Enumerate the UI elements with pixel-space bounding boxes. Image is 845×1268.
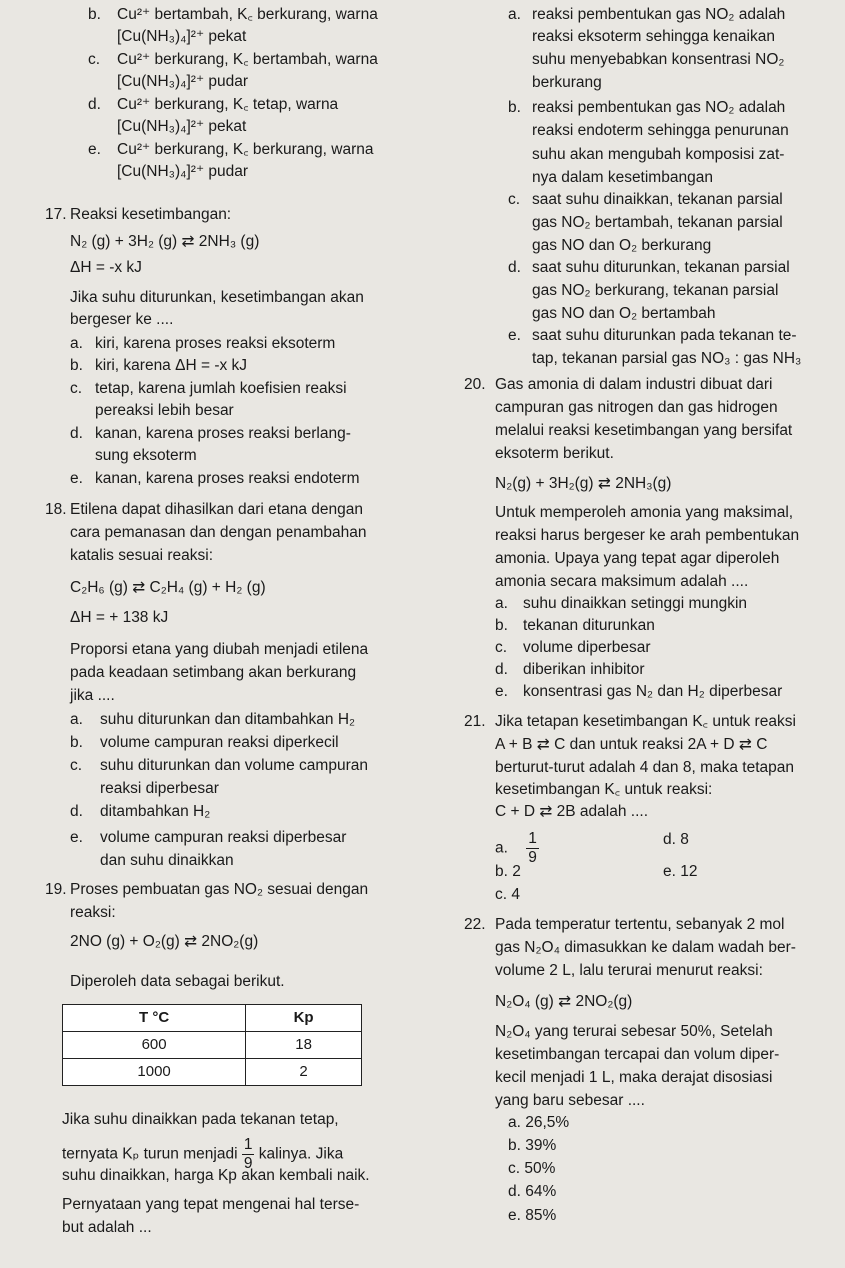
q22-opt-d: d. 64%	[508, 1183, 557, 1200]
q19-opt-e-line2: tap, tekanan parsial gas NO₃ : gas NH₃	[532, 350, 802, 367]
q22-stem-line2: gas N₂O₄ dimasukkan ke dalam wadah ber-	[495, 939, 796, 956]
q19-opt-c-line3: gas NO dan O₂ berkurang	[532, 237, 712, 254]
q20-question-line1: Untuk memperoleh amonia yang maksimal,	[495, 504, 794, 521]
q20-stem-line3: melalui reaksi kesetimbangan yang bersifat	[495, 422, 793, 439]
q22-opt-b: b. 39%	[508, 1137, 557, 1154]
q19-opt-a-line4: berkurang	[532, 74, 602, 91]
kp-table-cell: 1000	[63, 1059, 246, 1086]
q17-question-line1: Jika suhu diturunkan, kesetimbangan akan	[70, 289, 364, 306]
table-row	[63, 1032, 362, 1059]
q19-opt-b-line4: nya dalam kesetimbangan	[532, 169, 713, 186]
q19-opt-a-line2: reaksi eksoterm sehingga kenaikan	[532, 28, 775, 45]
q22-question-line2: kesetimbangan tercapai dan volum diper-	[495, 1046, 780, 1063]
q17-opt-d-line1: kanan, karena proses reaksi berlang-	[95, 425, 351, 442]
q21-stem-line2: A + B ⇄ C dan untuk reaksi 2A + D ⇄ C	[495, 736, 768, 753]
fraction-numerator: 1	[528, 830, 537, 847]
q19-reaction: 2NO (g) + O₂(g) ⇄ 2NO₂(g)	[70, 933, 259, 950]
q18-opt-c-line2: reaksi diperbesar	[100, 780, 219, 797]
q17-opt-d-letter: d.	[70, 425, 83, 442]
q21-opt-c: c. 4	[495, 886, 520, 903]
q18-stem-line3: katalis sesuai reaksi:	[70, 547, 214, 564]
q20-opt-d-letter: d.	[495, 661, 508, 678]
q19-opt-b-line2: reaksi endoterm sehingga penurunan	[532, 122, 789, 139]
q16-opt-d-line1: Cu²⁺ berkurang, K꜀ tetap, warna	[117, 96, 339, 113]
q19-opt-e-letter: e.	[508, 327, 521, 344]
q22-stem-line1: Pada temperatur tertentu, sebanyak 2 mol	[495, 916, 785, 933]
q20-stem-line1: Gas amonia di dalam industri dibuat dari	[495, 376, 773, 393]
q18-opt-e-line1: volume campuran reaksi diperbesar	[100, 829, 347, 846]
q19-opt-b-line3: suhu akan mengubah komposisi zat-	[532, 146, 785, 163]
q18-opt-a-text: suhu diturunkan dan ditambahkan H₂	[100, 711, 356, 728]
q18-opt-a-letter: a.	[70, 711, 83, 728]
q17-opt-b-letter: b.	[70, 357, 83, 374]
q19-after-line1: Jika suhu dinaikkan pada tekanan tetap,	[62, 1111, 339, 1128]
q18-opt-c-letter: c.	[70, 757, 83, 774]
q18-question-line3: jika ....	[70, 687, 115, 704]
q16-opt-c-line2: [Cu(NH₃)₄]²⁺ pudar	[117, 73, 249, 90]
q19-opt-d-line1: saat suhu diturunkan, tekanan parsial	[532, 259, 790, 276]
q16-opt-b-line2: [Cu(NH₃)₄]²⁺ pekat	[117, 28, 247, 45]
q19-opt-d-line2: gas NO₂ berkurang, tekanan parsial	[532, 282, 779, 299]
q16-opt-c-line1: Cu²⁺ berkurang, K꜀ bertambah, warna	[117, 51, 378, 68]
kp-table-header-temp: T °C	[63, 1005, 246, 1032]
kp-table	[62, 1004, 362, 1086]
q17-opt-e-text: kanan, karena proses reaksi endoterm	[95, 470, 360, 487]
q16-opt-e-letter: e.	[88, 141, 101, 158]
q17-reaction: N₂ (g) + 3H₂ (g) ⇄ 2NH₃ (g)	[70, 233, 260, 250]
q17-opt-b-text: kiri, karena ΔH = -x kJ	[95, 357, 248, 374]
q20-question-line3: amonia. Upaya yang tepat agar diperoleh	[495, 550, 780, 567]
q16-opt-d-line2: [Cu(NH₃)₄]²⁺ pekat	[117, 118, 247, 135]
q22-question-line3: kecil menjadi 1 L, maka derajat disosiasi	[495, 1069, 773, 1086]
q18-opt-d-letter: d.	[70, 803, 83, 820]
q16-opt-e-line1: Cu²⁺ berkurang, K꜀ berkurang, warna	[117, 141, 374, 158]
q21-stem-line3: berturut-turut adalah 4 dan 8, maka tetapan	[495, 759, 795, 776]
fraction-denominator: 9	[243, 1155, 253, 1172]
q19-data-intro: Diperoleh data sebagai berikut.	[70, 973, 285, 990]
kp-table-cell: 18	[246, 1032, 362, 1059]
q18-opt-c-line1: suhu diturunkan dan volume campuran	[100, 757, 368, 774]
q18-stem-line2: cara pemanasan dan dengan penambahan	[70, 524, 367, 541]
q22-question-line1: N₂O₄ yang terurai sebesar 50%, Setelah	[495, 1023, 773, 1040]
q18-opt-e-letter: e.	[70, 829, 83, 846]
q19-opt-a-letter: a.	[508, 6, 521, 23]
q19-opt-e-line1: saat suhu diturunkan pada tekanan te-	[532, 327, 797, 344]
q16-opt-c-letter: c.	[88, 51, 101, 68]
q20-opt-e-letter: e.	[495, 683, 508, 700]
table-row	[63, 1059, 362, 1086]
q18-enthalpy: ΔH = + 138 kJ	[70, 609, 169, 626]
q19-after-line2-post: kalinya. Jika	[258, 1145, 344, 1163]
q19-opt-c-line1: saat suhu dinaikkan, tekanan parsial	[532, 191, 783, 208]
q19-after-line5: but adalah ...	[62, 1219, 152, 1236]
q20-number: 20.	[464, 376, 486, 393]
q17-stem: Reaksi kesetimbangan:	[70, 206, 232, 223]
q19-opt-a-line1: reaksi pembentukan gas NO₂ adalah	[532, 6, 786, 23]
q19-stem-line2: reaksi:	[70, 904, 116, 921]
kp-table-cell: 600	[63, 1032, 246, 1059]
q17-enthalpy: ΔH = -x kJ	[70, 259, 142, 276]
q17-number: 17.	[45, 206, 67, 223]
q20-opt-e-text: konsentrasi gas N₂ dan H₂ diperbesar	[523, 683, 783, 700]
q19-opt-d-line3: gas NO dan O₂ bertambah	[532, 305, 716, 322]
q20-question-line2: reaksi harus bergeser ke arah pembentukan	[495, 527, 800, 544]
q16-opt-b-letter: b.	[88, 6, 101, 23]
q19-stem-line1: Proses pembuatan gas NO₂ sesuai dengan	[70, 881, 369, 898]
q19-opt-d-letter: d.	[508, 259, 521, 276]
q20-stem-line4: eksoterm berikut.	[495, 445, 614, 462]
q21-opt-d: d. 8	[663, 831, 689, 848]
q21-opt-e: e. 12	[663, 863, 698, 880]
q18-stem-line1: Etilena dapat dihasilkan dari etana dengan	[70, 501, 364, 518]
q20-opt-d-text: diberikan inhibitor	[523, 661, 645, 678]
kp-table-header-kp: Kp	[246, 1005, 362, 1032]
q20-opt-b-text: tekanan diturunkan	[523, 617, 655, 634]
q22-reaction: N₂O₄ (g) ⇄ 2NO₂(g)	[495, 993, 633, 1010]
q19-opt-a-line3: suhu menyebabkan konsentrasi NO₂	[532, 51, 785, 68]
q18-opt-b-letter: b.	[70, 734, 83, 751]
q18-question-line2: pada keadaan setimbang akan berkurang	[70, 664, 357, 681]
q19-after-line4: Pernyataan yang tepat mengenai hal terse-	[62, 1196, 360, 1213]
q20-stem-line2: campuran gas nitrogen dan gas hidrogen	[495, 399, 778, 416]
q22-opt-c: c. 50%	[508, 1160, 556, 1177]
q21-number: 21.	[464, 713, 486, 730]
q19-opt-b-line1: reaksi pembentukan gas NO₂ adalah	[532, 99, 786, 116]
q18-opt-e-line2: dan suhu dinaikkan	[100, 852, 234, 869]
q22-opt-e: e. 85%	[508, 1207, 557, 1224]
q20-reaction: N₂(g) + 3H₂(g) ⇄ 2NH₃(g)	[495, 475, 672, 492]
q19-after-line2-pre: ternyata Kₚ turun menjadi	[62, 1145, 238, 1163]
q16-opt-d-letter: d.	[88, 96, 101, 113]
q20-opt-a-letter: a.	[495, 595, 508, 612]
q18-number: 18.	[45, 501, 67, 518]
q20-opt-c-letter: c.	[495, 639, 508, 656]
q21-opt-a-letter: a.	[495, 839, 508, 857]
fraction-denominator: 9	[528, 849, 537, 866]
q22-number: 22.	[464, 916, 486, 933]
q19-opt-b-letter: b.	[508, 99, 521, 116]
q16-opt-b-line1: Cu²⁺ bertambah, K꜀ berkurang, warna	[117, 6, 378, 23]
q19-opt-c-line2: gas NO₂ bertambah, tekanan parsial	[532, 214, 783, 231]
q17-opt-c-letter: c.	[70, 380, 83, 397]
q22-opt-a: a. 26,5%	[508, 1114, 570, 1131]
q19-opt-c-letter: c.	[508, 191, 521, 208]
fraction-numerator: 1	[243, 1136, 253, 1153]
kp-table-header	[63, 1005, 362, 1032]
q22-stem-line3: volume 2 L, lalu terurai menurut reaksi:	[495, 962, 763, 979]
q18-reaction: C₂H₆ (g) ⇄ C₂H₄ (g) + H₂ (g)	[70, 579, 266, 596]
q20-opt-b-letter: b.	[495, 617, 508, 634]
q17-opt-e-letter: e.	[70, 470, 83, 487]
kp-table-cell: 2	[246, 1059, 362, 1086]
q17-opt-c-line1: tetap, karena jumlah koefisien reaksi	[95, 380, 347, 397]
one-ninth-fraction	[526, 830, 539, 867]
q20-question-line4: amonia secara maksimum adalah ....	[495, 573, 749, 590]
q18-question-line1: Proporsi etana yang diubah menjadi etilena	[70, 641, 369, 658]
q19-after-line3: suhu dinaikkan, harga Kp akan kembali naik.	[62, 1167, 370, 1184]
q22-question-line4: yang baru sebesar ....	[495, 1092, 645, 1109]
q17-opt-a-text: kiri, karena proses reaksi eksoterm	[95, 335, 336, 352]
q20-opt-a-text: suhu dinaikkan setinggi mungkin	[523, 595, 748, 612]
q21-stem-line1: Jika tetapan kesetimbangan K꜀ untuk reaksi	[495, 713, 796, 730]
q18-opt-b-text: volume campuran reaksi diperkecil	[100, 734, 339, 751]
q17-opt-c-line2: pereaksi lebih besar	[95, 402, 234, 419]
q21-stem-line5: C + D ⇄ 2B adalah ....	[495, 803, 648, 820]
q20-opt-c-text: volume diperbesar	[523, 639, 651, 656]
q21-opt-b: b. 2	[495, 863, 521, 880]
q17-opt-d-line2: sung eksoterm	[95, 447, 197, 464]
q16-opt-e-line2: [Cu(NH₃)₄]²⁺ pudar	[117, 163, 249, 180]
q21-stem-line4: kesetimbangan K꜀ untuk reaksi:	[495, 781, 713, 798]
q17-opt-a-letter: a.	[70, 335, 83, 352]
q18-opt-d-text: ditambahkan H₂	[100, 803, 211, 820]
q17-question-line2: bergeser ke ....	[70, 311, 174, 328]
q19-number: 19.	[45, 881, 67, 898]
